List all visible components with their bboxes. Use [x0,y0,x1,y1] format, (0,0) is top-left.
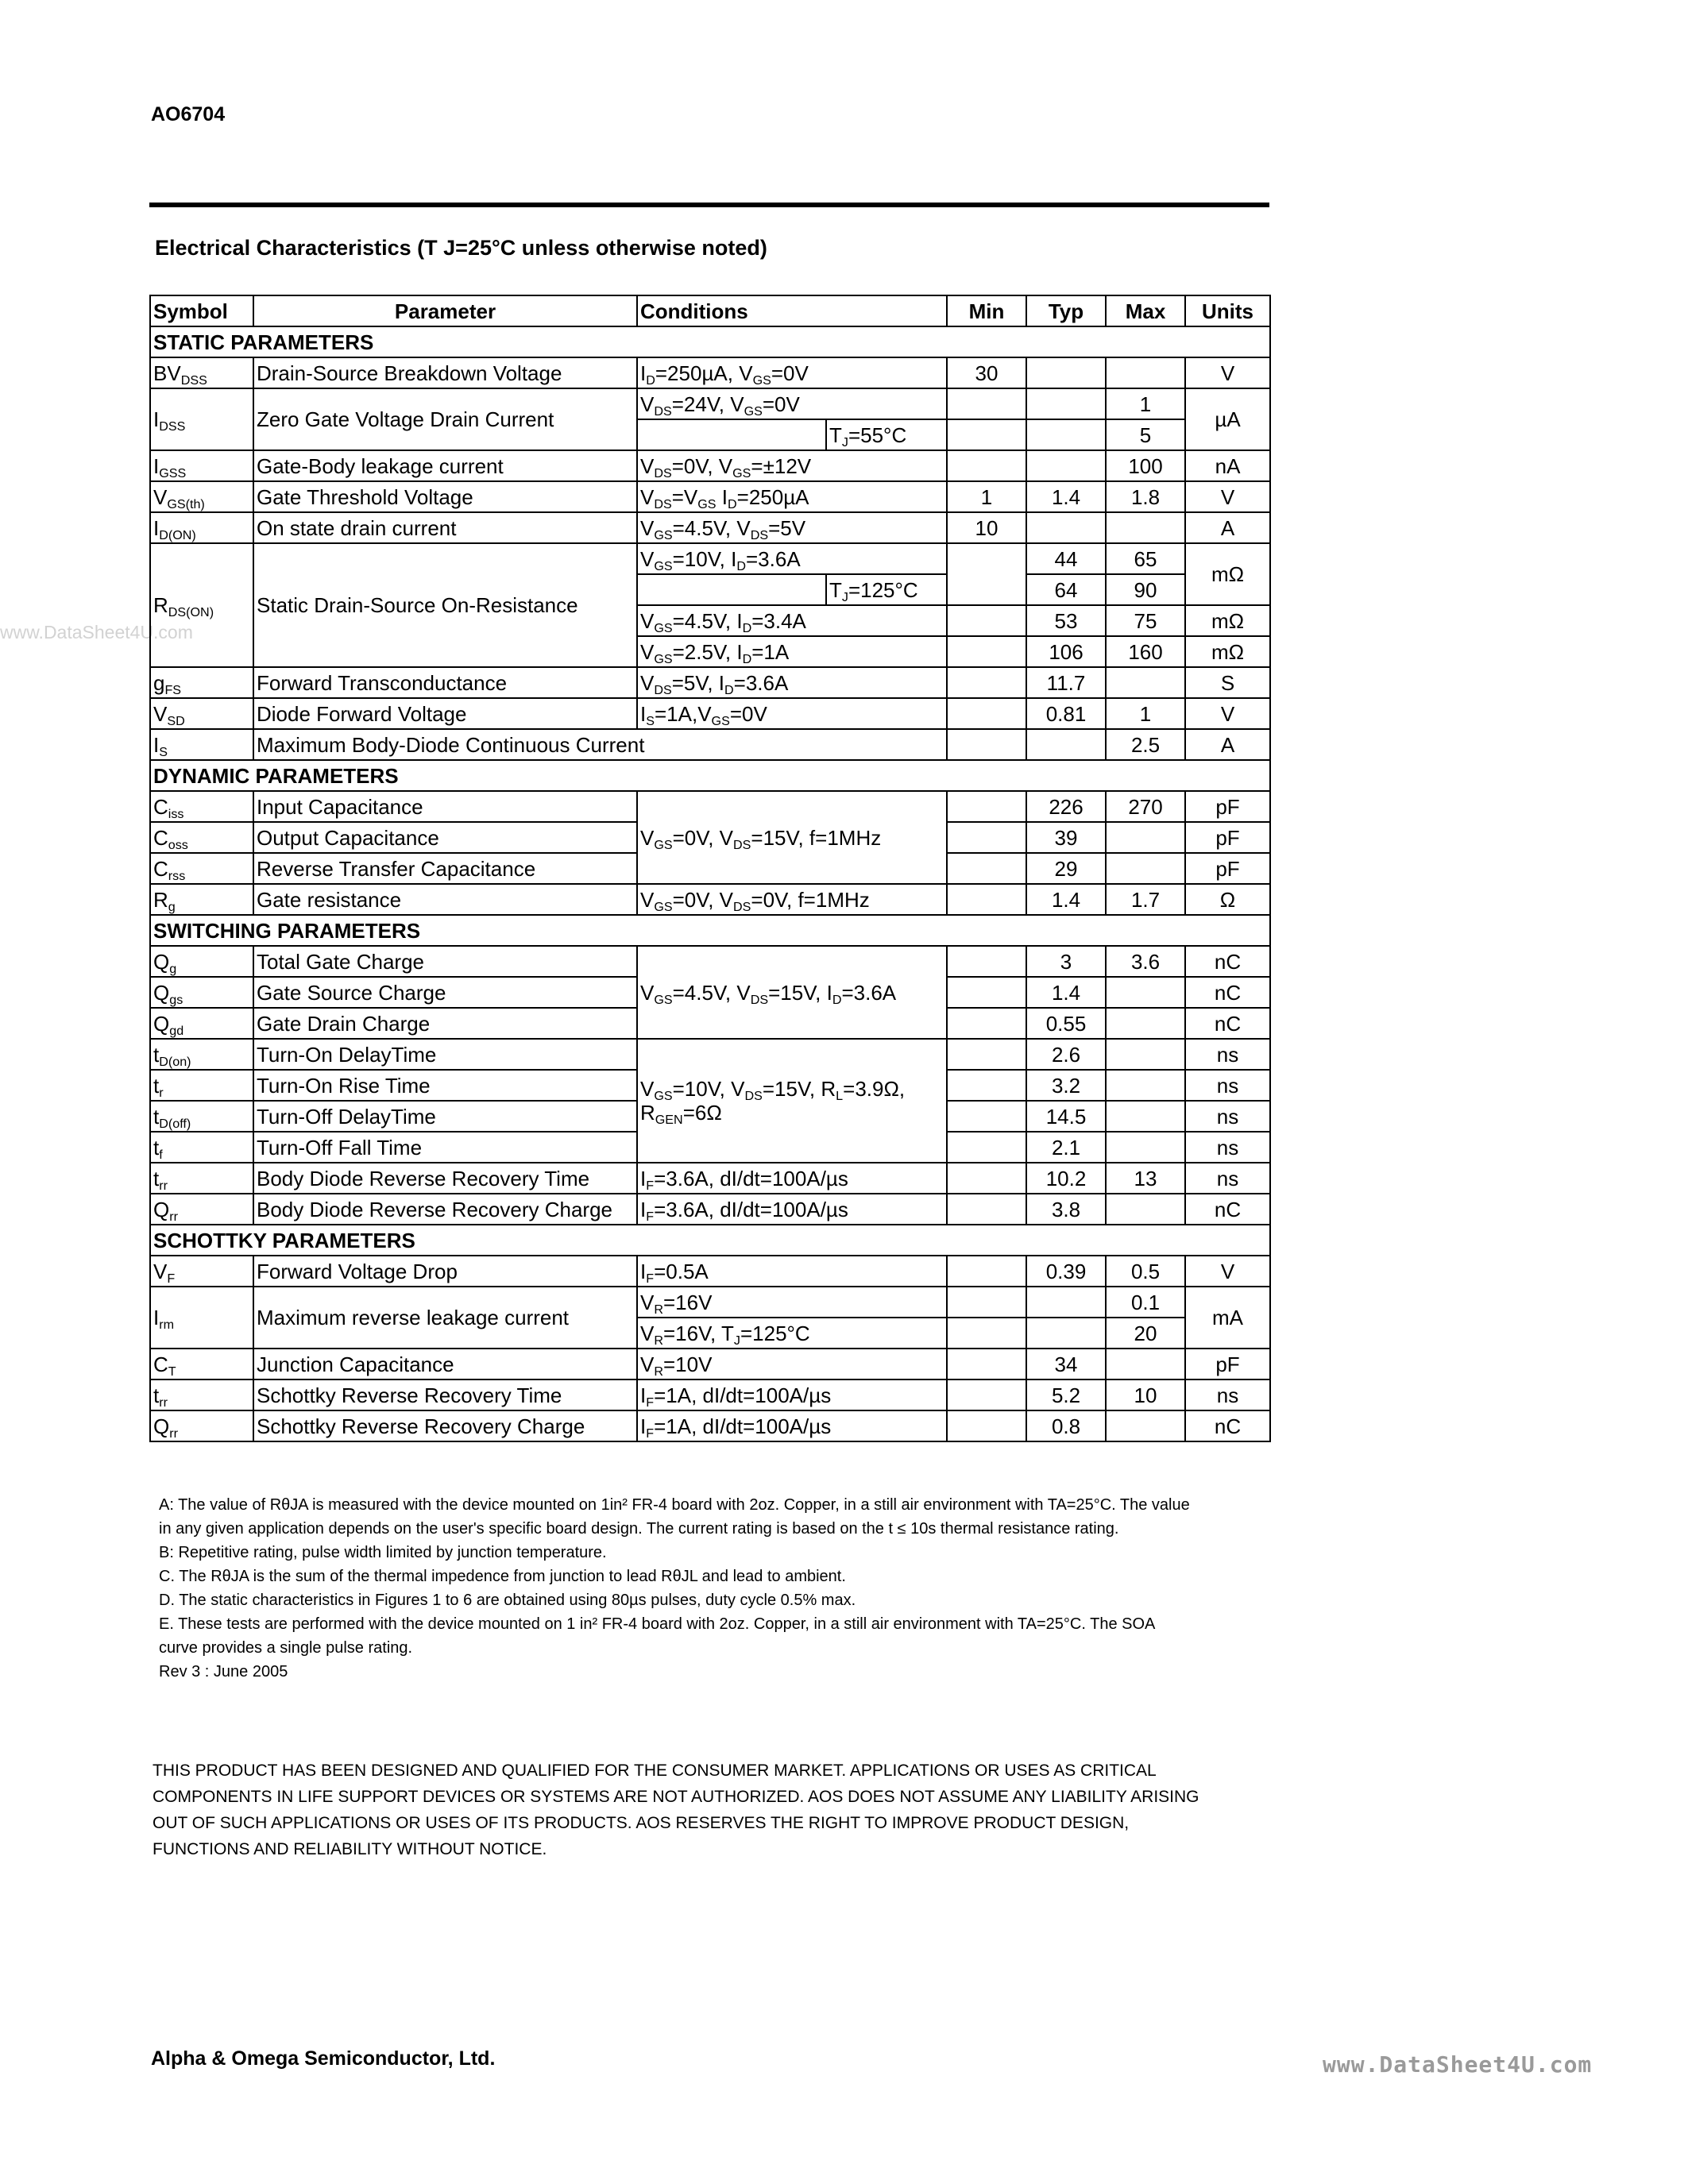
symbol: $BV_{DSS}$ [150,357,253,388]
table-row [150,543,1270,574]
typ: 1.4 [1026,481,1106,512]
note-d: D. The static characteristics in Figures 1 to 6 are obtained using 80µs pulses, duty cycle 0.5% max. [159,1592,856,1609]
conditions: $V_{DS}=5V$, $I_D=3.6A$ [637,667,947,698]
units: ns [1185,1132,1270,1163]
header-symbol: Symbol [150,295,253,326]
parameter: Schottky Reverse Recovery Charge [253,1410,637,1441]
symbol: $C_T$ [150,1349,253,1379]
max: 1 [1106,388,1185,419]
symbol: $I_{DSS}$ [150,388,253,450]
symbol: $I_{rm}$ [150,1287,253,1349]
header-conditions: Conditions [637,295,947,326]
units: nC [1185,977,1270,1008]
parameter: Body Diode Reverse Recovery Time [253,1163,637,1194]
max: 13 [1106,1163,1185,1194]
note-b: B: Repetitive rating, pulse width limited by junction temperature. [159,1544,607,1561]
max: 90 [1106,574,1185,605]
parameter: Maximum reverse leakage current [253,1287,637,1349]
table-row [150,667,1270,698]
max: 270 [1106,791,1185,822]
units: Ω [1185,884,1270,915]
parameter: Schottky Reverse Recovery Time [253,1379,637,1410]
symbol: $Q_{rr}$ [150,1194,253,1225]
max: 5 [1106,419,1185,450]
units: nC [1185,1008,1270,1039]
typ: 2.1 [1026,1132,1106,1163]
max: 100 [1106,450,1185,481]
typ: 106 [1026,636,1106,667]
table-row [150,791,1270,822]
typ: 226 [1026,791,1106,822]
units: V [1185,481,1270,512]
conditions: $V_{DS}=V_{GS}$ $I_D=250\mu A$ [637,481,947,512]
table-row [150,729,1270,760]
note-e-line2: curve provides a single pulse rating. [159,1639,413,1657]
table-row [150,1194,1270,1225]
typ: 1.4 [1026,884,1106,915]
parameter: Turn-On DelayTime [253,1039,637,1070]
conditions: $V_{GS}=10V$, $I_D=3.6A$ [637,543,947,574]
conditions: $V_{GS}=10V$, $V_{DS}=15V$, $R_L=3.9\Omega$, $R_{GEN}=6\Omega$ [637,1039,947,1163]
conditions: $I_F=0.5A$ [637,1256,947,1287]
table-row [150,1039,1270,1070]
condition-tj: $T_J=125^\circ C$ [826,574,947,605]
parameter: Total Gate Charge [253,946,637,977]
min: 10 [947,512,1026,543]
units: V [1185,698,1270,729]
conditions: $V_R=16V$ [637,1287,947,1318]
units: ns [1185,1101,1270,1132]
typ: 53 [1026,605,1106,636]
conditions: $V_{DS}=0V$, $V_{GS}=\pm 12V$ [637,450,947,481]
parameter: Maximum Body-Diode Continuous Current [253,729,947,760]
table-row [150,1256,1270,1287]
symbol: $V_F$ [150,1256,253,1287]
conditions: $I_S=1A,V_{GS}=0V$ [637,698,947,729]
symbol: $Q_{gd}$ [150,1008,253,1039]
units: V [1185,357,1270,388]
units: nA [1185,450,1270,481]
note-a-line2: in any given application depends on the user's specific board design. The current rating is based on the t ≤ 10s thermal resistance rating. [159,1520,1119,1538]
units: S [1185,667,1270,698]
note-c: C. The RθJA is the sum of the thermal impedence from junction to lead RθJL and lead to ambient. [159,1568,846,1585]
conditions: $V_{DS}=24V$, $V_{GS}=0V$ [637,388,947,419]
parameter: Gate Source Charge [253,977,637,1008]
typ: 1.4 [1026,977,1106,1008]
max: 65 [1106,543,1185,574]
symbol: $I_{D(ON)}$ [150,512,253,543]
symbol: $Q_{gs}$ [150,977,253,1008]
typ: 5.2 [1026,1379,1106,1410]
typ: 0.81 [1026,698,1106,729]
units: A [1185,729,1270,760]
parameter: Output Capacitance [253,822,637,853]
section-static: STATIC PARAMETERS [150,326,1270,357]
conditions: $V_{GS}=4.5V$, $V_{DS}=15V$, $I_D=3.6A$ [637,946,947,1039]
typ: 0.55 [1026,1008,1106,1039]
parameter: Gate-Body leakage current [253,450,637,481]
parameter: On state drain current [253,512,637,543]
units: nC [1185,1410,1270,1441]
units: ns [1185,1163,1270,1194]
header-min: Min [947,295,1026,326]
symbol: $R_g$ [150,884,253,915]
typ: 0.39 [1026,1256,1106,1287]
parameter: Forward Voltage Drop [253,1256,637,1287]
parameter: Reverse Transfer Capacitance [253,853,637,884]
symbol: $t_{D(on)}$ [150,1039,253,1070]
symbol: $V_{GS(th)}$ [150,481,253,512]
table-row [150,512,1270,543]
table-row [150,388,1270,419]
section-schottky: SCHOTTKY PARAMETERS [150,1225,1270,1256]
typ: 10.2 [1026,1163,1106,1194]
disclaimer-line: FUNCTIONS AND RELIABILITY WITHOUT NOTICE. [153,1840,547,1858]
disclaimer [153,1758,1265,1862]
table-header-row [150,295,1270,326]
units: V [1185,1256,1270,1287]
symbol: $C_{oss}$ [150,822,253,853]
units: ns [1185,1039,1270,1070]
max: 10 [1106,1379,1185,1410]
conditions: $V_{GS}=2.5V$, $I_D=1A$ [637,636,947,667]
header-parameter: Parameter [253,295,637,326]
conditions: $I_F=1A$, dI/dt=100A/µs [637,1410,947,1441]
parameter: Turn-Off DelayTime [253,1101,637,1132]
symbol: $Q_g$ [150,946,253,977]
header-units: Units [1185,295,1270,326]
parameter: Static Drain-Source On-Resistance [253,543,637,667]
units: mΩ [1185,543,1270,605]
conditions: $V_R=10V$ [637,1349,947,1379]
table-row [150,1287,1270,1318]
electrical-characteristics-table [149,295,1271,1442]
conditions: $I_F=3.6A$, dI/dt=100A/µs [637,1194,947,1225]
min: 1 [947,481,1026,512]
units: mA [1185,1287,1270,1349]
units: µA [1185,388,1270,450]
conditions: $V_{GS}=0V$, $V_{DS}=0V$, f=1MHz [637,884,947,915]
table-title: Electrical Characteristics (T J=25°C unless otherwise noted) [155,236,767,260]
parameter: Zero Gate Voltage Drain Current [253,388,637,450]
revision: Rev 3 : June 2005 [159,1663,288,1680]
max: 1 [1106,698,1185,729]
symbol: $t_r$ [150,1070,253,1101]
conditions: $I_F=3.6A$, dI/dt=100A/µs [637,1163,947,1194]
units: A [1185,512,1270,543]
disclaimer-line: COMPONENTS IN LIFE SUPPORT DEVICES OR SYSTEMS ARE NOT AUTHORIZED. AOS DOES NOT ASSUME ANY LIABILITY ARISING [153,1788,1199,1806]
symbol: $g_{FS}$ [150,667,253,698]
section-switching: SWITCHING PARAMETERS [150,915,1270,946]
typ: 3.2 [1026,1070,1106,1101]
units: pF [1185,1349,1270,1379]
min: 30 [947,357,1026,388]
max: 160 [1106,636,1185,667]
units: pF [1185,791,1270,822]
part-number: AO6704 [151,103,226,125]
parameter: Gate Drain Charge [253,1008,637,1039]
symbol: $t_f$ [150,1132,253,1163]
parameter: Junction Capacitance [253,1349,637,1379]
symbol: $C_{rss}$ [150,853,253,884]
units: nC [1185,1194,1270,1225]
units: mΩ [1185,636,1270,667]
units: pF [1185,853,1270,884]
typ: 2.6 [1026,1039,1106,1070]
parameter: Diode Forward Voltage [253,698,637,729]
company-name: Alpha & Omega Semiconductor, Ltd. [151,2047,496,2070]
table-row [150,1163,1270,1194]
parameter: Body Diode Reverse Recovery Charge [253,1194,637,1225]
typ: 39 [1026,822,1106,853]
typ: 44 [1026,543,1106,574]
watermark-left: www.DataSheet4U.com [0,622,193,642]
max: 3.6 [1106,946,1185,977]
note-e-line1: E. These tests are performed with the device mounted on 1 in² FR-4 board with 2oz. Copper, in a still air environment with TA=25°C. The SOA [159,1615,1156,1633]
footnotes [159,1493,1271,1684]
typ: 14.5 [1026,1101,1106,1132]
units: mΩ [1185,605,1270,636]
parameter: Turn-On Rise Time [253,1070,637,1101]
table-row [150,357,1270,388]
conditions: $V_{GS}=0V$, $V_{DS}=15V$, f=1MHz [637,791,947,884]
symbol: $I_{GSS}$ [150,450,253,481]
symbol: $t_{rr}$ [150,1163,253,1194]
max: 1.7 [1106,884,1185,915]
table-row [150,1379,1270,1410]
max: 0.5 [1106,1256,1185,1287]
parameter: Turn-Off Fall Time [253,1132,637,1163]
watermark-right: www.DataSheet4U.com [1323,2051,1593,2078]
table-row [150,1349,1270,1379]
parameter: Gate Threshold Voltage [253,481,637,512]
disclaimer-line: OUT OF SUCH APPLICATIONS OR USES OF ITS PRODUCTS. AOS RESERVES THE RIGHT TO IMPROVE PRODUCT DESIGN, [153,1814,1130,1832]
conditions: $V_{GS}=4.5V$, $V_{DS}=5V$ [637,512,947,543]
typ: 64 [1026,574,1106,605]
condition-tj: $T_J=55^\circ C$ [826,419,947,450]
table-row [150,884,1270,915]
note-a-line1: A: The value of RθJA is measured with the device mounted on 1in² FR-4 board with 2oz. Copper, in a still air environment with TA=25°C. The value [159,1496,1190,1514]
symbol: $Q_{rr}$ [150,1410,253,1441]
section-dynamic: DYNAMIC PARAMETERS [150,760,1270,791]
header-rule [149,203,1269,207]
header-max: Max [1106,295,1185,326]
table-row [150,698,1270,729]
typ: 29 [1026,853,1106,884]
symbol: $I_S$ [150,729,253,760]
symbol: $V_{SD}$ [150,698,253,729]
units: ns [1185,1379,1270,1410]
disclaimer-line: THIS PRODUCT HAS BEEN DESIGNED AND QUALIFIED FOR THE CONSUMER MARKET. APPLICATIONS OR USES AS CRITICAL [153,1761,1157,1780]
table-row [150,1410,1270,1441]
conditions: $V_{GS}=4.5V$, $I_D=3.4A$ [637,605,947,636]
parameter: Gate resistance [253,884,637,915]
typ: 0.8 [1026,1410,1106,1441]
max: 2.5 [1106,729,1185,760]
parameter: Drain-Source Breakdown Voltage [253,357,637,388]
units: pF [1185,822,1270,853]
symbol: $R_{DS(ON)}$ [150,543,253,667]
conditions: $V_R=16V$, $T_J=125^\circ C$ [637,1318,947,1349]
max: 75 [1106,605,1185,636]
max: 20 [1106,1318,1185,1349]
conditions: $I_F=1A$, dI/dt=100A/µs [637,1379,947,1410]
table-row [150,946,1270,977]
typ: 11.7 [1026,667,1106,698]
parameter: Input Capacitance [253,791,637,822]
symbol: $t_{rr}$ [150,1379,253,1410]
units: nC [1185,946,1270,977]
table-row [150,481,1270,512]
typ: 3.8 [1026,1194,1106,1225]
parameter: Forward Transconductance [253,667,637,698]
max: 1.8 [1106,481,1185,512]
symbol: $C_{iss}$ [150,791,253,822]
conditions: $I_D=250\mu A$, $V_{GS}=0V$ [637,357,947,388]
typ: 3 [1026,946,1106,977]
table-row [150,450,1270,481]
units: ns [1185,1070,1270,1101]
header-typ: Typ [1026,295,1106,326]
max: 0.1 [1106,1287,1185,1318]
typ: 34 [1026,1349,1106,1379]
symbol: $t_{D(off)}$ [150,1101,253,1132]
